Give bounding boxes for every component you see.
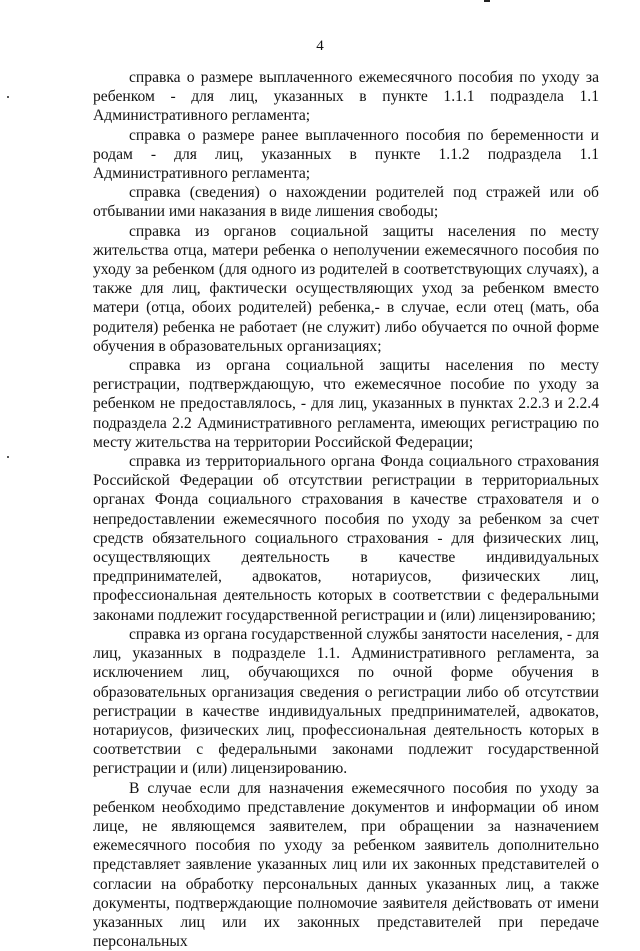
paragraph: справка из органов социальной защиты населения по месту жительства отца, матери ребенка о неполучении ежемесячного пособия по уходу за ребенком (для одного из родителей в соответствующих случаях), а также для лиц, фактически осуществляющих уход за ребенком вместо матери (отца, обоих родителей) ребенка,- в случае, если отец (мать, оба родителя) ребенка не работает (не служит) либо обучается по очной форме обучения в образовательных организациях; (93, 222, 599, 355)
scan-dot (7, 96, 9, 98)
paragraph: справка (сведения) о нахождении родителей под стражей или об отбывании ими наказания в виде лишения свободы; (93, 184, 599, 221)
paragraph: справка о размере ранее выплаченного пособия по беременности и родам - для лиц, указанных в пункте 1.1.2 подраздела 1.1 Административного регламента; (93, 126, 599, 183)
scan-mark-top (484, 0, 490, 2)
paragraph: справка о размере выплаченного ежемесячного пособия по уходу за ребенком - для лиц, указанных в пункте 1.1.1 подраздела 1.1 Административного регламента; (93, 69, 599, 125)
paragraph: справка из органа социальной защиты населения по месту регистрации, подтверждающую, что ежемесячное пособие по уходу за ребенком не предоставлялось, - для лиц, указанных в пунктах 2.2.3 и 2.2.4 подраздела 2.2 Административного регламента, имеющих регистрацию по месту жительства на территории Российской Федерации; (93, 357, 599, 451)
document-body (93, 68, 599, 951)
scan-dot (7, 456, 9, 458)
paragraph: справка из территориального органа Фонда социального страхования Российской Федерации об отсутствии регистрации в территориальных органах Фонда социального страхования в качестве страхователя и о непредоставлении ежемесячного пособия по уходу за ребенком за счет средств обязательного социального страхования - для физических лиц, осуществляющих деятельность в качестве индивидуальных предпринимателей, адвокатов, нотариусов, физических лиц, профессиональная деятельность которых в соответствии с федеральными законами подлежит государственной регистрации и (или) лицензированию; (93, 453, 599, 624)
paragraph: справка из органа государственной службы занятости населения, - для лиц, указанных в подразделе 1.1. Административного регламента, за исключением лиц, обучающихся по очной форме обучения в образовательных организация сведения о регистрации либо об отсутствии регистрации в качестве индивидуальных предпринимателей, адвокатов, нотариусов, физических лиц, профессиональная деятельность которых в соответствии с федеральными законами подлежит государственной регистрации и (или) лицензированию. (93, 625, 599, 778)
page-number: 4 (316, 38, 324, 54)
paragraph: В случае если для назначения ежемесячного пособия по уходу за ребенком необходимо представление документов и информации об ином лице, не являющемся заявителем, при обращении за назначением ежемесячного пособия по уходу за ребенком заявитель дополнительно представляет заявление указанных лиц или их законных представителей о согласии на обработку персональных данных указанных лиц, а также документы, подтверждающие полномочие заявителя действовать от имени указанных лиц или их законных представителей при передаче персональных (93, 779, 599, 951)
